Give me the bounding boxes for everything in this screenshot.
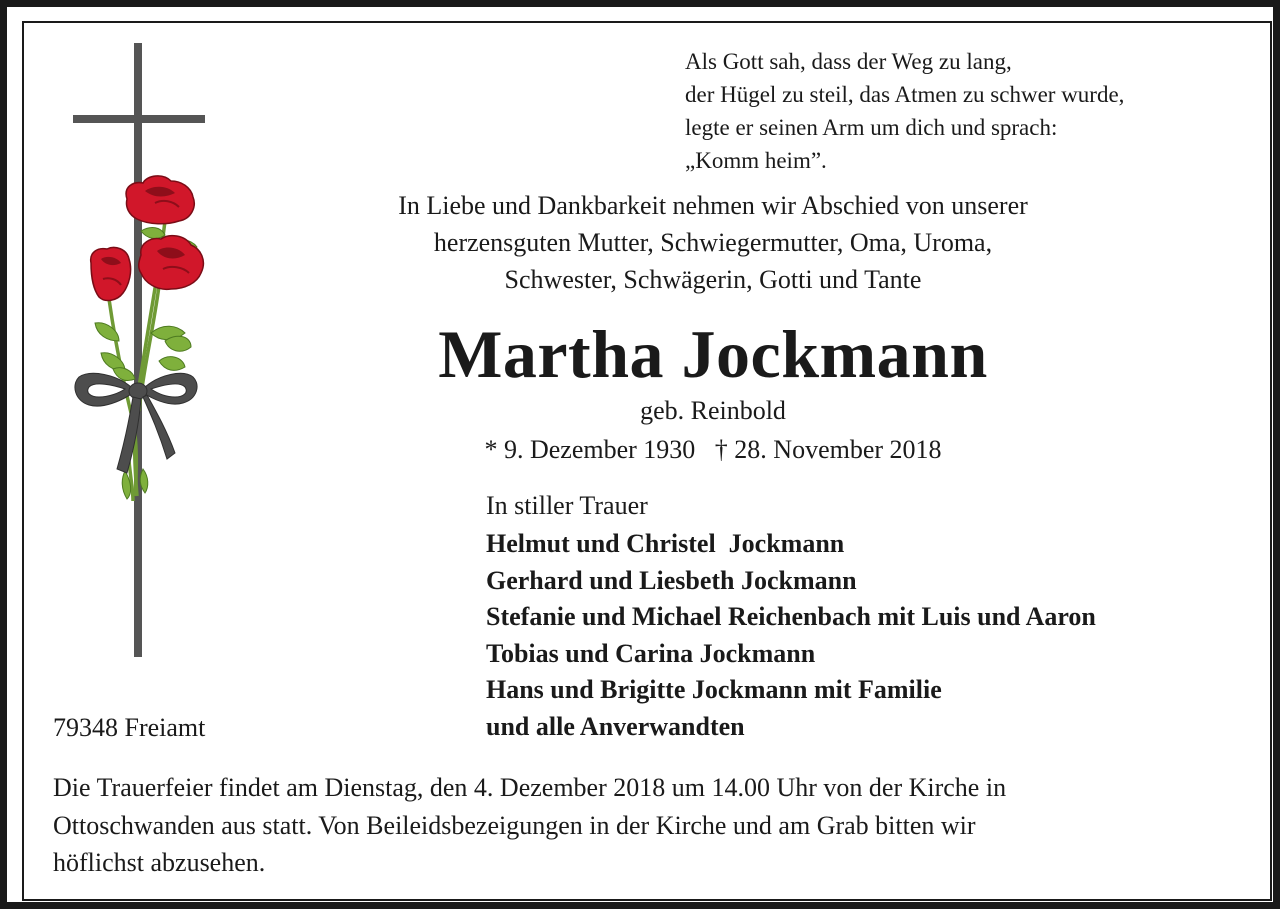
mourner-entry: Helmut und Christel Jockmann [486,529,845,558]
life-dates: * 9. Dezember 1930 † 28. November 2018 [484,435,942,464]
intro-text [287,187,1139,298]
rose-top [126,176,194,224]
poem-line: legte er seinen Arm um dich und sprach: [685,115,1058,140]
intro-line: herzensguten Mutter, Schwiegermutter, Oma, Uroma, [433,228,993,257]
service-notice-line: höflichst abzusehen. [53,848,266,877]
cross-horizontal-beam [73,115,205,123]
mourner-entry: Hans und Brigitte Jockmann mit Familie [486,675,942,704]
mourner-entry: und alle Anverwandten [486,711,745,741]
location: 79348 Freiamt [53,713,206,742]
poem-line: „Komm heim”. [685,148,827,173]
deceased-name: Martha Jockmann [438,316,988,392]
poem-line: Als Gott sah, dass der Weg zu lang, [685,49,1012,74]
poem [685,45,1255,177]
mourner-entry: Stefanie und Michael Reichenbach mit Luis und Aaron [486,602,1096,631]
mourner-entry: Gerhard und Liesbeth Jockmann [486,565,857,595]
mourners-list [486,526,1256,745]
cross-vertical-beam [134,43,142,657]
service-notice-line: Die Trauerfeier findet am Dienstag, den 4. Dezember 2018 um 14.00 Uhr von der Kirche in [53,773,1007,802]
service-notice-line: Ottoschwanden aus statt. Von Beileidsbezeigungen in der Kirche und am Grab bitten wir [53,810,976,840]
cross-with-roses-icon [67,41,212,661]
intro-line: In Liebe und Dankbarkeit nehmen wir Abschied von unserer [398,191,1028,220]
birth-name: geb. Reinbold [640,396,786,425]
intro-line: Schwester, Schwägerin, Gotti und Tante [504,265,922,294]
mourning-label: In stiller Trauer [486,491,648,520]
service-notice [53,769,1253,882]
mourner-entry: Tobias und Carina Jockmann [486,638,816,668]
poem-line: der Hügel zu steil, das Atmen zu schwer wurde, [685,82,1125,107]
rose-left [91,247,131,300]
